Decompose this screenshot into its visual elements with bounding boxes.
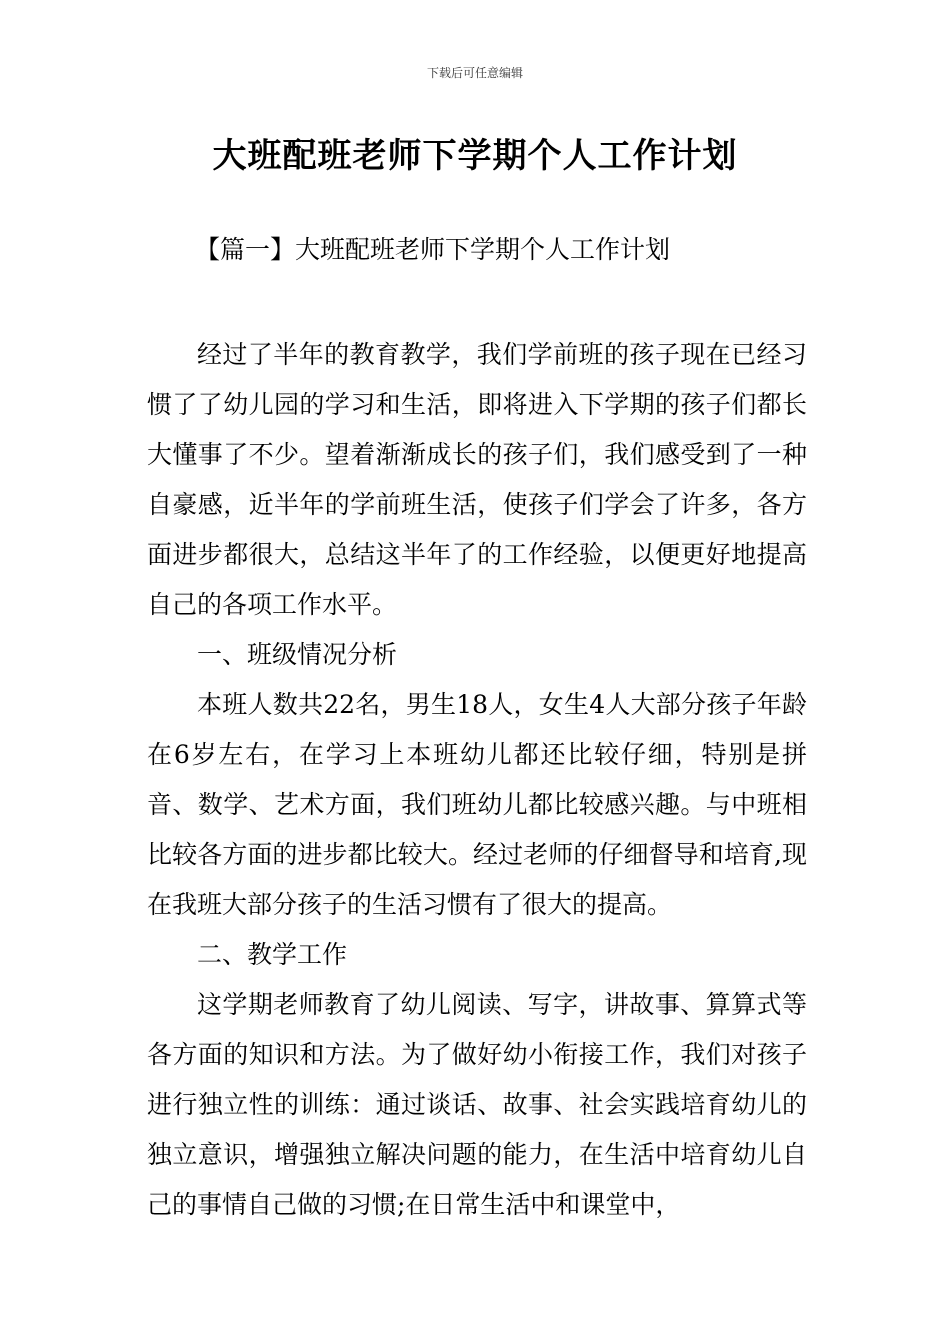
paragraph-intro: 经过了半年的教育教学，我们学前班的孩子现在已经习惯了了幼儿园的学习和生活，即将进入下学期的孩子们都长大懂事了不少。望着渐渐成长的孩子们，我们感受到了一种自豪感，近半年的学前班生活，使孩子们学会了许多，各方面进步都很大，总结这半年了的工作经验，以便更好地提高自己的各项工作水平。 [147,340,807,619]
header-note: 下载后可任意编辑 [426,66,523,80]
subheading-class-analysis: 一、班级情况分析 [197,640,398,669]
paragraph-class-analysis: 本班人数共22名，男生18人，女生4人大部分孩子年龄在6岁左右，在学习上本班幼儿都还比较仔细，特别是拼音、数学、艺术方面，我们班幼儿都比较感兴趣。与中班相比较各方面的进步都比较大。经过老师的仔细督导和培育,现在我班大部分孩子的生活习惯有了很大的提高。 [147,690,807,919]
paragraph-teaching-work: 这学期老师教育了幼儿阅读、写字，讲故事、算算式等各方面的知识和方法。为了做好幼小衔接工作，我们对孩子进行独立性的训练：通过谈话、故事、社会实践培育幼儿的独立意识，增强独立解决问题的能力，在生活中培育幼儿自己的事情自己做的习惯;在日常生活中和课堂中， [147,990,807,1219]
document-body [147,330,807,1230]
document-title: 大班配班老师下学期个人工作计划 [212,136,738,176]
subheading-teaching-work: 二、教学工作 [197,940,348,969]
section-heading: 【篇一】大班配班老师下学期个人工作计划 [195,235,671,264]
